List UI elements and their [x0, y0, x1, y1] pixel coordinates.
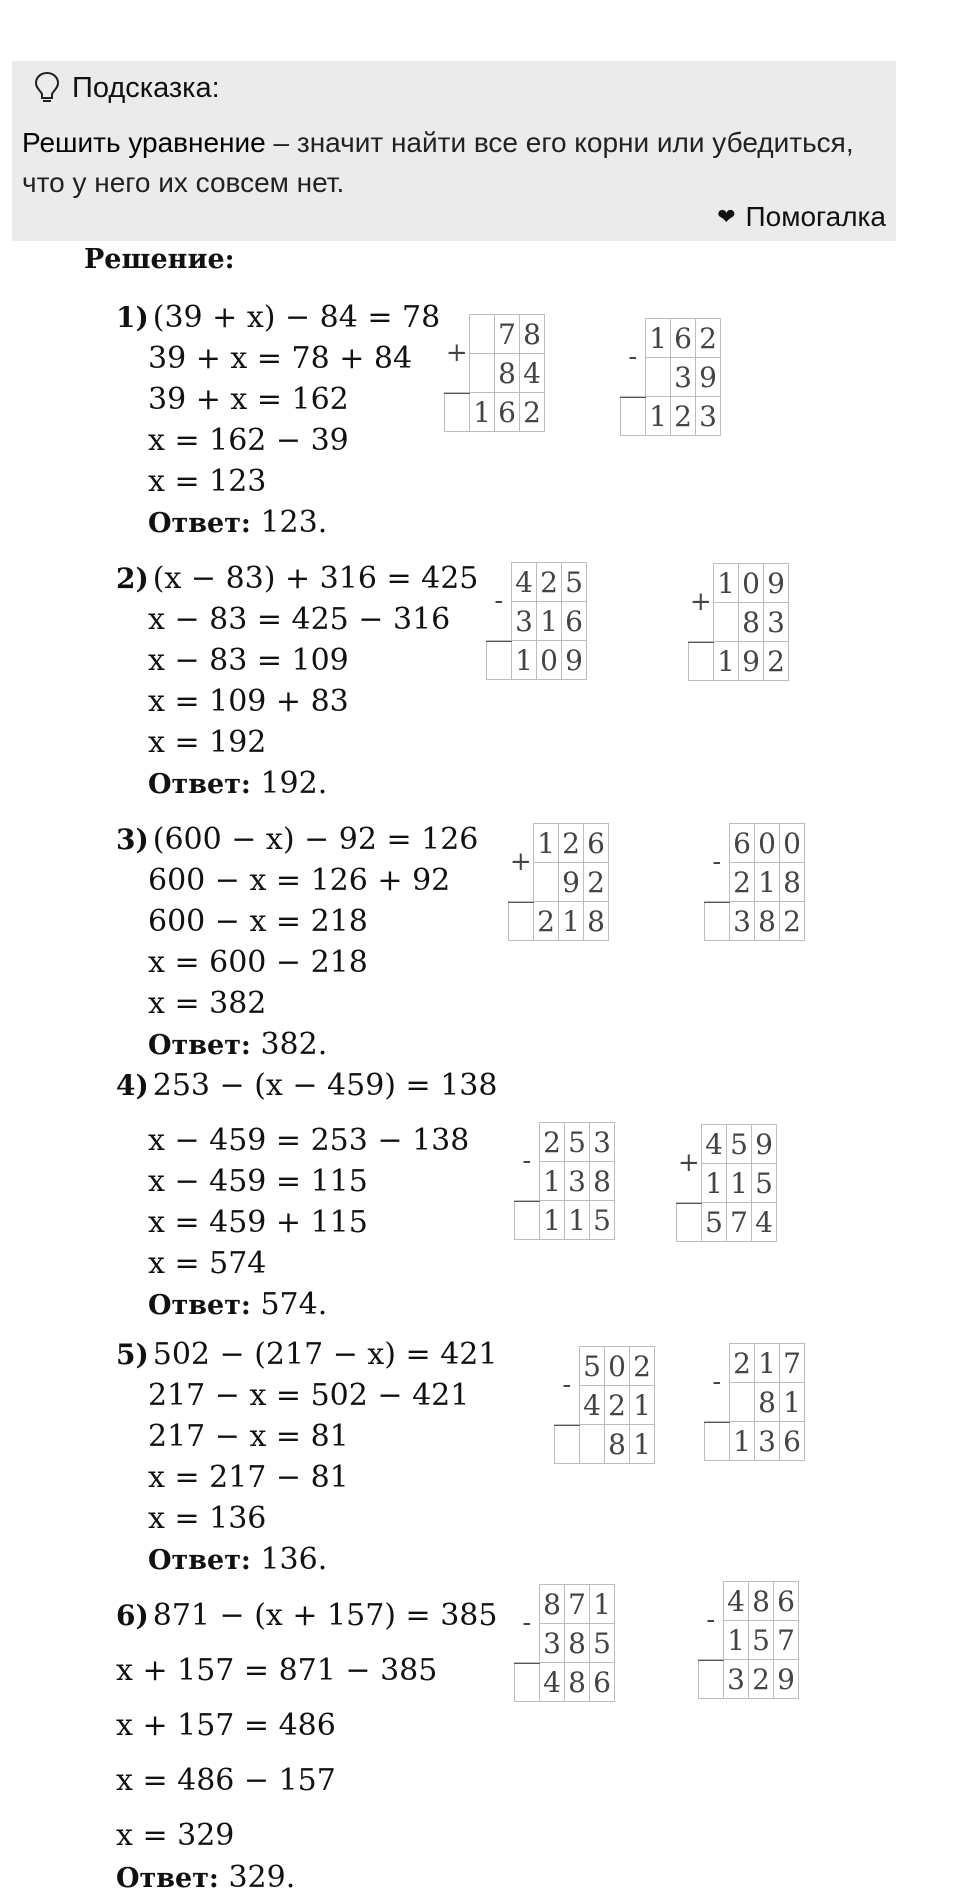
digit-cell: 2	[537, 563, 562, 602]
column-calc	[698, 1581, 799, 1699]
column-calc	[508, 823, 609, 941]
column-calc	[444, 314, 545, 432]
result-line	[554, 1425, 580, 1426]
problem-5-answer: Ответ: 136.	[148, 1542, 328, 1577]
digit-cell: 7	[495, 315, 520, 354]
column-calc	[486, 562, 587, 680]
column-calc	[514, 1122, 615, 1240]
digit-cell: 9	[562, 641, 587, 680]
hint-header	[34, 71, 220, 105]
digit-cell: 2	[520, 393, 545, 432]
operator-cell	[677, 1203, 702, 1242]
digit-cell: 3	[764, 603, 789, 642]
source-label: Помогалка	[745, 201, 886, 232]
digit-cell: 9	[764, 564, 789, 603]
digit-cell	[714, 603, 739, 642]
digit-cell: 5	[580, 1347, 605, 1386]
problem-4-step: x = 574	[148, 1246, 267, 1281]
digit-cell: 7	[565, 1585, 590, 1624]
digit-cell: 3	[512, 602, 537, 641]
problem-6-answer: Ответ: 329.	[116, 1860, 296, 1895]
digit-cell: 3	[590, 1123, 615, 1162]
digit-cell: 4	[512, 563, 537, 602]
hint-term: Решить уравнение	[22, 127, 266, 158]
lightbulb-icon	[34, 71, 60, 105]
digit-cell: 6	[584, 824, 609, 863]
operator-cell	[515, 1663, 540, 1702]
digit-cell: 2	[780, 902, 805, 941]
digit-cell: 6	[671, 319, 696, 358]
digit-cell: 1	[565, 1201, 590, 1240]
digit-cell: 2	[749, 1660, 774, 1699]
operator-cell	[515, 1201, 540, 1240]
digit-cell: 8	[755, 1383, 780, 1422]
problem-2-step: x = 109 + 83	[148, 684, 349, 719]
problem-3-step: 600 − x = 218	[148, 904, 368, 939]
operator-sign: -	[706, 1605, 716, 1636]
digit-cell: 8	[565, 1624, 590, 1663]
operator-sign: +	[509, 847, 532, 878]
digit-cell: 3	[724, 1660, 749, 1699]
digit-cell	[534, 863, 559, 902]
digit-cell: 3	[696, 397, 721, 436]
digit-cell: 1	[512, 641, 537, 680]
problem-5-step: x = 217 − 81	[148, 1460, 349, 1495]
digit-cell: 6	[774, 1582, 799, 1621]
digit-cell: 1	[470, 393, 495, 432]
problem-5-equation: 5) 502 − (217 − x) = 421	[116, 1337, 498, 1372]
problem-2-step: x − 83 = 109	[148, 643, 349, 678]
digit-cell: 4	[702, 1125, 727, 1164]
operator-sign: +	[677, 1148, 700, 1179]
digit-cell: 8	[565, 1663, 590, 1702]
operator-sign: +	[445, 338, 468, 369]
operator-cell	[689, 642, 714, 681]
result-line	[508, 902, 534, 903]
digit-cell: 3	[671, 358, 696, 397]
digit-cell: 4	[752, 1203, 777, 1242]
digit-cell: 5	[562, 563, 587, 602]
operator-cell	[699, 1660, 724, 1699]
digit-cell: 1	[727, 1164, 752, 1203]
column-calc	[554, 1346, 655, 1464]
digit-cell	[470, 354, 495, 393]
digit-cell: 1	[780, 1383, 805, 1422]
digit-cell: 6	[780, 1422, 805, 1461]
result-line	[688, 642, 714, 643]
digit-cell: 0	[739, 564, 764, 603]
hint-box	[12, 61, 896, 241]
hint-text	[22, 123, 882, 203]
digit-cell: 2	[764, 642, 789, 681]
digit-cell: 9	[752, 1125, 777, 1164]
digit-cell: 8	[590, 1162, 615, 1201]
digit-cell: 4	[540, 1663, 565, 1702]
digit-cell	[730, 1383, 755, 1422]
digit-cell: 6	[495, 393, 520, 432]
digit-cell: 2	[696, 319, 721, 358]
digit-cell: 1	[540, 1201, 565, 1240]
problem-3-step: 600 − x = 126 + 92	[148, 863, 451, 898]
digit-cell: 2	[730, 1344, 755, 1383]
digit-cell: 3	[755, 1422, 780, 1461]
problem-2-step: x − 83 = 425 − 316	[148, 602, 451, 637]
problem-3-answer: Ответ: 382.	[148, 1027, 328, 1062]
problem-4-step: x − 459 = 253 − 138	[148, 1123, 470, 1158]
digit-cell: 0	[755, 824, 780, 863]
digit-cell: 5	[752, 1164, 777, 1203]
operator-cell	[487, 641, 512, 680]
digit-cell: 0	[537, 641, 562, 680]
result-line	[704, 902, 730, 903]
digit-cell: 2	[671, 397, 696, 436]
digit-cell: 2	[534, 902, 559, 941]
operator-cell	[705, 1422, 730, 1461]
problem-1-equation: 1) (39 + x) − 84 = 78	[116, 300, 441, 335]
operator-cell	[621, 397, 646, 436]
digit-cell: 9	[739, 642, 764, 681]
digit-cell: 2	[605, 1386, 630, 1425]
digit-cell	[470, 315, 495, 354]
digit-cell: 2	[730, 863, 755, 902]
operator-sign: -	[522, 1146, 532, 1177]
result-line	[620, 397, 646, 398]
problem-1-answer: Ответ: 123.	[148, 505, 328, 540]
problem-6-step: x = 486 − 157	[116, 1763, 336, 1798]
digit-cell: 1	[630, 1386, 655, 1425]
operator-sign: -	[522, 1608, 532, 1639]
digit-cell: 4	[580, 1386, 605, 1425]
digit-cell: 3	[730, 902, 755, 941]
hint-definition-2: что у него их совсем нет.	[22, 167, 345, 198]
problem-3-step: x = 382	[148, 986, 267, 1021]
digit-cell: 1	[714, 564, 739, 603]
problem-4-equation: 4) 253 − (x − 459) = 138	[116, 1068, 498, 1103]
problem-3-equation: 3) (600 − x) − 92 = 126	[116, 822, 479, 857]
problem-2-answer: Ответ: 192.	[148, 766, 328, 801]
problem-4-step: x − 459 = 115	[148, 1164, 368, 1199]
operator-sign: -	[712, 847, 722, 878]
digit-cell: 1	[702, 1164, 727, 1203]
digit-cell: 1	[755, 1344, 780, 1383]
digit-cell: 1	[590, 1585, 615, 1624]
problem-1-step: 39 + x = 78 + 84	[148, 341, 413, 376]
operator-cell	[509, 902, 534, 941]
result-line	[698, 1660, 724, 1661]
digit-cell: 8	[495, 354, 520, 393]
operator-sign: -	[628, 342, 638, 373]
digit-cell: 7	[727, 1203, 752, 1242]
digit-cell	[646, 358, 671, 397]
column-calc	[514, 1584, 615, 1702]
digit-cell: 0	[780, 824, 805, 863]
digit-cell: 4	[724, 1582, 749, 1621]
digit-cell: 5	[565, 1123, 590, 1162]
digit-cell: 8	[749, 1582, 774, 1621]
digit-cell: 6	[562, 602, 587, 641]
digit-cell: 8	[739, 603, 764, 642]
digit-cell: 5	[702, 1203, 727, 1242]
digit-cell: 6	[590, 1663, 615, 1702]
digit-cell: 7	[774, 1621, 799, 1660]
problem-4-answer: Ответ: 574.	[148, 1287, 328, 1322]
digit-cell: 1	[646, 397, 671, 436]
source-link[interactable]	[717, 201, 886, 233]
problem-6-step: x + 157 = 871 − 385	[116, 1653, 438, 1688]
digit-cell: 2	[559, 824, 584, 863]
digit-cell: 9	[696, 358, 721, 397]
digit-cell	[580, 1425, 605, 1464]
digit-cell: 9	[559, 863, 584, 902]
digit-cell: 8	[540, 1585, 565, 1624]
digit-cell: 9	[774, 1660, 799, 1699]
problem-1-step: x = 162 − 39	[148, 423, 349, 458]
digit-cell: 5	[727, 1125, 752, 1164]
operator-cell	[445, 393, 470, 432]
digit-cell: 2	[630, 1347, 655, 1386]
operator-cell	[555, 1425, 580, 1464]
digit-cell: 4	[520, 354, 545, 393]
digit-cell: 1	[630, 1425, 655, 1464]
problem-1-step: x = 123	[148, 464, 267, 499]
digit-cell: 8	[605, 1425, 630, 1464]
digit-cell: 2	[540, 1123, 565, 1162]
result-line	[486, 641, 512, 642]
column-calc	[704, 1343, 805, 1461]
result-line	[676, 1203, 702, 1204]
problem-6-equation: 6) 871 − (x + 157) = 385	[116, 1598, 498, 1633]
problem-5-step: 217 − x = 81	[148, 1419, 349, 1454]
digit-cell: 1	[730, 1422, 755, 1461]
hint-title: Подсказка:	[72, 71, 220, 104]
problem-1-step: 39 + x = 162	[148, 382, 349, 417]
operator-cell	[705, 902, 730, 941]
solution-title: Решение:	[84, 244, 235, 275]
result-line	[514, 1663, 540, 1664]
result-line	[514, 1201, 540, 1202]
operator-sign: +	[689, 587, 712, 618]
problem-4-step: x = 459 + 115	[148, 1205, 368, 1240]
digit-cell: 1	[537, 602, 562, 641]
digit-cell: 1	[646, 319, 671, 358]
result-line	[704, 1422, 730, 1423]
problem-6-step: x + 157 = 486	[116, 1708, 336, 1743]
problem-6-step: x = 329	[116, 1818, 235, 1853]
digit-cell: 1	[559, 902, 584, 941]
problem-5-step: 217 − x = 502 − 421	[148, 1378, 470, 1413]
column-calc	[676, 1124, 777, 1242]
problem-5-step: x = 136	[148, 1501, 267, 1536]
column-calc	[688, 563, 789, 681]
problem-2-equation: 2) (x − 83) + 316 = 425	[116, 561, 479, 596]
digit-cell: 8	[780, 863, 805, 902]
column-calc	[704, 823, 805, 941]
digit-cell: 7	[780, 1344, 805, 1383]
digit-cell: 8	[755, 902, 780, 941]
heart-icon: ❤	[717, 204, 736, 229]
operator-sign: -	[494, 586, 504, 617]
digit-cell: 2	[584, 863, 609, 902]
digit-cell: 1	[755, 863, 780, 902]
digit-cell: 6	[730, 824, 755, 863]
problem-3-step: x = 600 − 218	[148, 945, 368, 980]
operator-sign: -	[712, 1367, 722, 1398]
digit-cell: 5	[590, 1201, 615, 1240]
hint-definition-1: – значит найти все его корни или убедиться,	[265, 127, 854, 158]
digit-cell: 3	[540, 1624, 565, 1663]
digit-cell: 1	[724, 1621, 749, 1660]
digit-cell: 8	[584, 902, 609, 941]
operator-sign: -	[562, 1370, 572, 1401]
digit-cell: 1	[714, 642, 739, 681]
digit-cell: 5	[590, 1624, 615, 1663]
digit-cell: 1	[534, 824, 559, 863]
problem-2-step: x = 192	[148, 725, 267, 760]
digit-cell: 5	[749, 1621, 774, 1660]
digit-cell: 0	[605, 1347, 630, 1386]
digit-cell: 8	[520, 315, 545, 354]
digit-cell: 3	[565, 1162, 590, 1201]
column-calc	[620, 318, 721, 436]
result-line	[444, 393, 470, 394]
digit-cell: 1	[540, 1162, 565, 1201]
